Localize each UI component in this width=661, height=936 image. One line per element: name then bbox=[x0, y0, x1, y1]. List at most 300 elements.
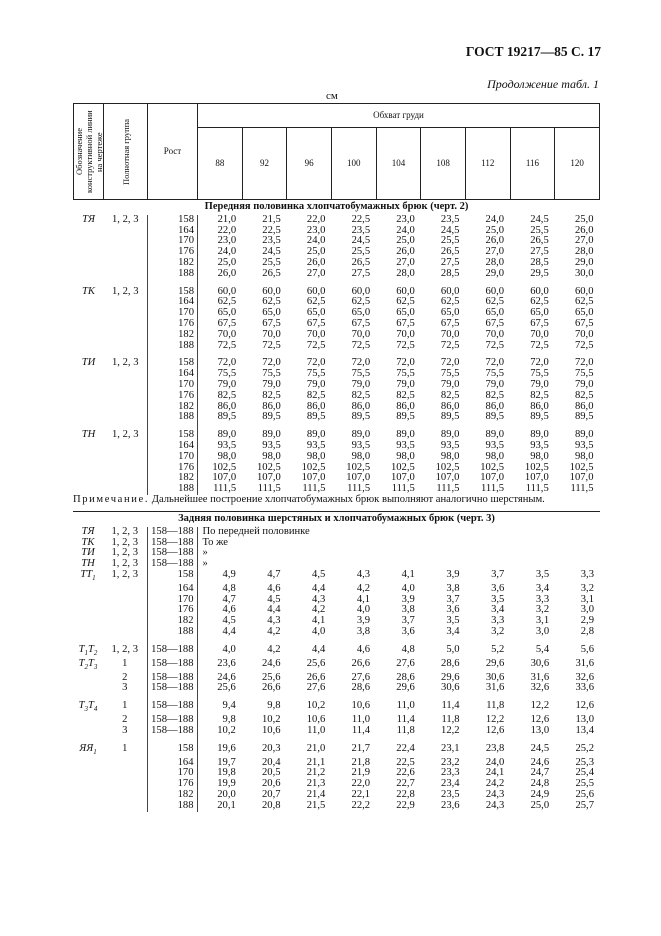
value-cell: 22,9 bbox=[396, 799, 415, 811]
value-cell: 24,5 bbox=[351, 235, 371, 247]
value-cell: 70,0 bbox=[440, 328, 460, 340]
value-cell: 4,0 bbox=[401, 582, 415, 594]
height-cell: 158—188 bbox=[147, 538, 197, 549]
value-cell: 3,4 bbox=[446, 626, 460, 638]
value-cell: 25,6 bbox=[261, 671, 281, 683]
value-cell: 27,6 bbox=[396, 657, 415, 669]
height-cell: 182 bbox=[147, 616, 197, 627]
value-cell: 65,0 bbox=[574, 307, 594, 319]
value-cell: 72,0 bbox=[440, 357, 460, 369]
value-cell: 22,5 bbox=[351, 213, 371, 225]
value-cell: 25,0 bbox=[574, 213, 594, 225]
value-cell: 23,0 bbox=[396, 213, 415, 225]
value-cell: 4,2 bbox=[312, 604, 326, 616]
value-cell: 62,5 bbox=[396, 296, 415, 308]
value-cell: 31,6 bbox=[485, 682, 505, 694]
group-cell bbox=[103, 768, 147, 779]
value-cell: 24,5 bbox=[530, 213, 549, 225]
line-label bbox=[74, 247, 104, 258]
height-cell: 158 bbox=[148, 430, 198, 441]
girth-header: 108 bbox=[421, 128, 466, 200]
group-cell bbox=[103, 758, 147, 769]
value-cell: 20,0 bbox=[197, 790, 242, 801]
line-label bbox=[74, 402, 104, 413]
value-cell: 22,2 bbox=[351, 799, 371, 811]
height-cell: 176 bbox=[148, 319, 198, 330]
value-cell: 72,5 bbox=[396, 339, 415, 351]
value-cell: 102,5 bbox=[301, 461, 326, 473]
value-cell: 27,6 bbox=[306, 682, 326, 694]
value-cell: 4,1 bbox=[401, 568, 415, 580]
col-header-group: Полнотная группа bbox=[104, 104, 148, 200]
value-cell: 4,2 bbox=[356, 582, 371, 594]
value-cell: 25,0 bbox=[306, 246, 326, 258]
height-cell: 164 bbox=[147, 758, 197, 769]
value-cell: 20,8 bbox=[261, 799, 281, 811]
line-label: $Т_3Т_4$ bbox=[78, 700, 98, 714]
girth-header: 100 bbox=[331, 128, 376, 200]
value-cell: 19,6 bbox=[197, 744, 242, 758]
value-cell: 3,6 bbox=[491, 582, 505, 594]
height-cell: 188 bbox=[148, 269, 198, 280]
value-cell: 24,5 bbox=[262, 246, 281, 258]
value-cell: 3,3 bbox=[491, 615, 505, 627]
value-cell: 62,5 bbox=[198, 297, 243, 308]
value-cell: 67,5 bbox=[574, 317, 594, 329]
value-cell: 20,3 bbox=[261, 742, 281, 754]
value-cell: 21,5 bbox=[262, 213, 281, 225]
value-cell: 89,0 bbox=[396, 429, 415, 441]
value-cell: 12,2 bbox=[485, 714, 505, 726]
value-cell: 86,0 bbox=[485, 400, 505, 412]
value-cell: 3,3 bbox=[535, 593, 550, 605]
group-cell bbox=[103, 616, 147, 627]
value-cell: 111,5 bbox=[436, 483, 460, 495]
value-cell: 75,5 bbox=[440, 368, 460, 380]
value-cell: 67,5 bbox=[485, 317, 505, 329]
table-row bbox=[73, 570, 600, 584]
height-cell: 158—188 bbox=[147, 645, 197, 659]
value-cell: 89,5 bbox=[574, 411, 594, 423]
value-cell: 10,6 bbox=[261, 724, 281, 736]
value-cell: 111,5 bbox=[570, 483, 594, 495]
value-cell: 26,6 bbox=[261, 682, 281, 694]
value-cell: 67,5 bbox=[306, 317, 326, 329]
height-cell: 182 bbox=[147, 790, 197, 801]
value-cell: 89,0 bbox=[351, 429, 371, 441]
value-cell: 13,0 bbox=[575, 714, 594, 726]
value-cell: 30,6 bbox=[485, 671, 505, 683]
value-cell: 13,0 bbox=[530, 724, 550, 736]
value-cell: 89,0 bbox=[440, 429, 460, 441]
group-cell bbox=[103, 605, 147, 616]
value-cell: 2,8 bbox=[580, 626, 594, 638]
group-cell bbox=[104, 463, 148, 474]
value-cell: 3,0 bbox=[535, 626, 550, 638]
value-cell: 4,2 bbox=[267, 626, 281, 638]
value-cell: 72,0 bbox=[485, 357, 505, 369]
note bbox=[73, 494, 600, 505]
value-cell: 82,5 bbox=[574, 389, 594, 401]
height-cell: 158—188 bbox=[147, 527, 197, 538]
value-cell: 111,5 bbox=[257, 483, 281, 495]
value-cell: 30,6 bbox=[441, 682, 460, 694]
value-cell: 29,6 bbox=[485, 657, 505, 669]
height-cell: 170 bbox=[148, 452, 198, 463]
value-cell: 3,1 bbox=[535, 615, 550, 627]
value-cell: 89,0 bbox=[574, 429, 594, 441]
group-cell bbox=[104, 380, 148, 391]
table-row bbox=[73, 744, 600, 758]
line-label bbox=[74, 297, 104, 308]
value-cell: 65,0 bbox=[262, 307, 281, 319]
value-cell: 3,5 bbox=[491, 593, 505, 605]
value-cell: 25,0 bbox=[198, 258, 243, 269]
value-cell: 24,0 bbox=[306, 235, 326, 247]
table-row bbox=[73, 701, 600, 715]
value-cell: 67,5 bbox=[530, 317, 549, 329]
group-cell bbox=[103, 595, 147, 606]
value-cell: 3,8 bbox=[446, 582, 460, 594]
value-cell: 3,1 bbox=[580, 593, 594, 605]
table-row bbox=[73, 683, 600, 694]
value-cell: 93,5 bbox=[198, 441, 243, 452]
group-cell: 1, 2, 3 bbox=[112, 429, 139, 441]
value-cell: 27,0 bbox=[485, 246, 505, 258]
value-cell: 98,0 bbox=[530, 450, 549, 462]
line-label bbox=[74, 226, 104, 237]
value-cell: 75,5 bbox=[574, 368, 594, 380]
col-header-label: Обозначение конструктивной линии на чертеже bbox=[74, 104, 104, 200]
value-cell: 89,5 bbox=[440, 411, 460, 423]
value-cell: 3,6 bbox=[401, 626, 415, 638]
height-cell: 158—188 bbox=[147, 548, 197, 559]
value-cell: 3,9 bbox=[446, 568, 460, 580]
table-row bbox=[74, 402, 600, 413]
value-cell: 82,5 bbox=[262, 389, 281, 401]
value-cell: 29,6 bbox=[396, 682, 415, 694]
value-cell: 107,0 bbox=[435, 472, 460, 484]
value-cell: 79,0 bbox=[262, 378, 281, 390]
value-cell: 10,2 bbox=[261, 714, 281, 726]
height-cell: 188 bbox=[148, 412, 198, 423]
value-cell: 24,1 bbox=[485, 767, 505, 779]
value-cell: 111,5 bbox=[347, 483, 371, 495]
value-cell: 11,0 bbox=[307, 724, 326, 736]
line-label bbox=[73, 683, 103, 694]
value-cell: 72,5 bbox=[485, 339, 505, 351]
group-cell bbox=[103, 790, 147, 801]
value-cell: 107,0 bbox=[390, 472, 415, 484]
value-cell: 24,3 bbox=[485, 799, 505, 811]
value-cell: 93,5 bbox=[351, 439, 371, 451]
text-cell: То же bbox=[197, 538, 600, 549]
value-cell: 19,8 bbox=[197, 768, 242, 779]
value-cell: 3,0 bbox=[580, 604, 594, 616]
table-continuation-label: Продолжение табл. 1 bbox=[487, 77, 599, 91]
value-cell: 3,5 bbox=[446, 615, 460, 627]
group-cell bbox=[104, 441, 148, 452]
value-cell: 27,5 bbox=[351, 267, 371, 279]
value-cell: 22,0 bbox=[351, 778, 371, 790]
value-cell: 21,3 bbox=[306, 778, 326, 790]
value-cell: 4,9 bbox=[197, 570, 242, 584]
height-cell: 188 bbox=[147, 627, 197, 638]
line-label: $Т_1Т_2$ bbox=[78, 643, 98, 657]
group-cell bbox=[104, 319, 148, 330]
line-label: $Т_2Т_3$ bbox=[78, 657, 98, 671]
value-cell: 29,5 bbox=[530, 267, 549, 279]
value-cell: 22,5 bbox=[396, 756, 415, 768]
value-cell: 29,0 bbox=[485, 267, 505, 279]
group-cell: 1, 2, 3 bbox=[111, 525, 138, 537]
value-cell: 23,5 bbox=[440, 213, 460, 225]
value-cell: 11,8 bbox=[441, 714, 460, 726]
value-cell: 102,5 bbox=[569, 461, 594, 473]
value-cell: 98,0 bbox=[262, 450, 281, 462]
value-cell: 4,7 bbox=[267, 568, 281, 580]
value-cell: 75,5 bbox=[396, 368, 415, 380]
value-cell: 72,5 bbox=[351, 339, 371, 351]
value-cell: 82,5 bbox=[530, 389, 549, 401]
line-label bbox=[74, 258, 104, 269]
value-cell: 79,0 bbox=[440, 378, 460, 390]
value-cell: 4,5 bbox=[197, 616, 242, 627]
value-cell: 89,5 bbox=[262, 411, 281, 423]
spacer-row bbox=[73, 737, 600, 744]
value-cell: 25,5 bbox=[575, 778, 594, 790]
value-cell: 98,0 bbox=[574, 450, 594, 462]
table-row bbox=[74, 287, 600, 298]
group-cell: 1, 2, 3 bbox=[111, 536, 138, 548]
group-cell: 1, 2, 3 bbox=[112, 213, 139, 225]
spacer-row bbox=[74, 423, 600, 430]
group-cell bbox=[104, 308, 148, 319]
value-cell: 98,0 bbox=[306, 450, 326, 462]
value-cell: 22,5 bbox=[262, 224, 281, 236]
value-cell: 9,8 bbox=[267, 700, 281, 712]
height-cell: 170 bbox=[148, 236, 198, 247]
group-cell: 1 bbox=[122, 657, 128, 669]
value-cell: 70,0 bbox=[262, 328, 281, 340]
table-head bbox=[74, 104, 600, 200]
group-cell bbox=[104, 269, 148, 280]
value-cell: 98,0 bbox=[198, 452, 243, 463]
line-label bbox=[74, 341, 104, 352]
value-cell: 4,2 bbox=[267, 643, 281, 655]
table-row bbox=[74, 441, 600, 452]
value-cell: 11,4 bbox=[441, 700, 460, 712]
value-cell: 30,6 bbox=[530, 657, 550, 669]
value-cell: 60,0 bbox=[485, 285, 505, 297]
value-cell: 23,8 bbox=[485, 742, 505, 754]
value-cell: 31,6 bbox=[530, 671, 550, 683]
line-label bbox=[74, 473, 104, 484]
value-cell: 98,0 bbox=[351, 450, 371, 462]
table-row bbox=[73, 595, 600, 606]
value-cell: 3,4 bbox=[491, 604, 505, 616]
table-row bbox=[73, 627, 600, 638]
value-cell: 79,0 bbox=[485, 378, 505, 390]
girth-header: 116 bbox=[510, 128, 555, 200]
table-row bbox=[73, 559, 600, 570]
value-cell: 62,5 bbox=[485, 296, 505, 308]
value-cell: 70,0 bbox=[198, 330, 243, 341]
height-cell: 164 bbox=[148, 297, 198, 308]
value-cell: 79,0 bbox=[198, 380, 243, 391]
value-cell: 67,5 bbox=[440, 317, 460, 329]
value-cell: 11,0 bbox=[351, 714, 371, 726]
table-row bbox=[74, 463, 600, 474]
value-cell: 28,6 bbox=[351, 682, 371, 694]
value-cell: 3,7 bbox=[401, 615, 415, 627]
col-header-girth: Обхват груди bbox=[198, 104, 600, 128]
line-label: ТИ bbox=[81, 357, 96, 369]
value-cell: 25,3 bbox=[575, 756, 594, 768]
table-row bbox=[74, 430, 600, 441]
value-cell: 107,0 bbox=[256, 472, 281, 484]
value-cell: 10,2 bbox=[306, 700, 326, 712]
value-cell: 86,0 bbox=[306, 400, 326, 412]
value-cell: 79,0 bbox=[530, 378, 549, 390]
table-row bbox=[74, 269, 600, 280]
value-cell: 5,2 bbox=[491, 643, 505, 655]
value-cell: 29,0 bbox=[574, 256, 594, 268]
measurement-table-back bbox=[73, 511, 600, 812]
table-row bbox=[73, 790, 600, 801]
height-cell: 164 bbox=[148, 369, 198, 380]
value-cell: 24,6 bbox=[530, 756, 550, 768]
table-row bbox=[73, 779, 600, 790]
value-cell: 72,0 bbox=[351, 357, 371, 369]
value-cell: 102,5 bbox=[435, 461, 460, 473]
height-cell: 164 bbox=[148, 226, 198, 237]
value-cell: 32,6 bbox=[575, 671, 594, 683]
line-label bbox=[73, 584, 103, 595]
value-cell: 67,5 bbox=[396, 317, 415, 329]
height-cell: 164 bbox=[148, 441, 198, 452]
value-cell: 11,0 bbox=[396, 700, 415, 712]
table-row bbox=[74, 319, 600, 330]
value-cell: 89,5 bbox=[485, 411, 505, 423]
table-row bbox=[74, 226, 600, 237]
text-cell: По передней половинке bbox=[197, 527, 600, 538]
value-cell: 60,0 bbox=[262, 285, 281, 297]
table-row bbox=[73, 801, 600, 812]
group-cell: 3 bbox=[122, 682, 128, 694]
height-cell: 158—188 bbox=[147, 683, 197, 694]
value-cell: 25,6 bbox=[197, 683, 242, 694]
table-row bbox=[74, 236, 600, 247]
value-cell: 82,5 bbox=[198, 391, 243, 402]
group-cell bbox=[104, 330, 148, 341]
value-cell: 3,9 bbox=[356, 615, 371, 627]
value-cell: 102,5 bbox=[524, 461, 549, 473]
value-cell: 60,0 bbox=[440, 285, 460, 297]
value-cell: 102,5 bbox=[390, 461, 415, 473]
value-cell: 60,0 bbox=[198, 287, 243, 298]
value-cell: 22,6 bbox=[396, 767, 415, 779]
note-text: Дальнейшее построение хлопчатобумажных брюк выполняют аналогично шерстяным. bbox=[149, 494, 545, 505]
value-cell: 25,6 bbox=[306, 657, 326, 669]
group-cell: 2 bbox=[122, 671, 128, 683]
value-cell: 98,0 bbox=[396, 450, 415, 462]
value-cell: 26,0 bbox=[574, 224, 594, 236]
value-cell: 70,0 bbox=[530, 328, 549, 340]
section-front-body bbox=[74, 200, 600, 495]
value-cell: 65,0 bbox=[530, 307, 549, 319]
value-cell: 72,0 bbox=[396, 357, 415, 369]
line-label bbox=[74, 441, 104, 452]
value-cell: 60,0 bbox=[351, 285, 371, 297]
value-cell: 62,5 bbox=[530, 296, 549, 308]
group-cell: 1 bbox=[122, 700, 128, 712]
line-label: ТЯ bbox=[82, 213, 95, 225]
line-label bbox=[73, 768, 103, 779]
value-cell: 11,4 bbox=[396, 714, 415, 726]
value-cell: 102,5 bbox=[346, 461, 371, 473]
value-cell: 24,2 bbox=[485, 778, 505, 790]
value-cell: 102,5 bbox=[480, 461, 505, 473]
value-cell: 24,5 bbox=[530, 742, 550, 754]
value-cell: 22,0 bbox=[306, 213, 326, 225]
group-cell: 2 bbox=[122, 714, 128, 726]
group-cell bbox=[104, 473, 148, 484]
value-cell: 82,5 bbox=[440, 389, 460, 401]
line-label bbox=[73, 715, 103, 726]
value-cell: 75,5 bbox=[530, 368, 549, 380]
table-row bbox=[74, 380, 600, 391]
value-cell: 82,5 bbox=[351, 389, 371, 401]
group-cell: 1, 2, 3 bbox=[112, 285, 139, 297]
group-cell bbox=[103, 801, 147, 812]
value-cell: 28,5 bbox=[530, 256, 549, 268]
group-cell: 1, 2, 3 bbox=[111, 643, 138, 655]
value-cell: 25,0 bbox=[530, 799, 550, 811]
group-cell bbox=[104, 226, 148, 237]
value-cell: 25,7 bbox=[575, 799, 594, 811]
line-label bbox=[74, 330, 104, 341]
value-cell: 72,5 bbox=[574, 339, 594, 351]
value-cell: 72,5 bbox=[262, 339, 281, 351]
value-cell: 23,4 bbox=[441, 778, 460, 790]
line-label bbox=[74, 308, 104, 319]
value-cell: 25,2 bbox=[575, 742, 594, 754]
height-cell: 170 bbox=[147, 595, 197, 606]
height-cell: 182 bbox=[148, 473, 198, 484]
group-cell bbox=[103, 779, 147, 790]
value-cell: 28,5 bbox=[440, 267, 460, 279]
value-cell: 21,4 bbox=[306, 789, 326, 801]
value-cell: 2,9 bbox=[580, 615, 594, 627]
section-back-body bbox=[73, 512, 600, 812]
measurement-table bbox=[73, 103, 600, 495]
value-cell: 22,1 bbox=[351, 789, 371, 801]
value-cell: 72,5 bbox=[306, 339, 326, 351]
value-cell: 23,1 bbox=[441, 742, 460, 754]
value-cell: 67,5 bbox=[198, 319, 243, 330]
value-cell: 25,0 bbox=[485, 224, 505, 236]
value-cell: 89,5 bbox=[530, 411, 549, 423]
value-cell: 24,0 bbox=[485, 756, 505, 768]
value-cell: 12,6 bbox=[530, 714, 550, 726]
group-cell: 1, 2, 3 bbox=[111, 547, 138, 559]
value-cell: 5,0 bbox=[446, 643, 460, 655]
col-header-height: Рост bbox=[148, 104, 198, 200]
line-label bbox=[73, 627, 103, 638]
line-label: $ТТ_1$ bbox=[80, 568, 96, 583]
value-cell: 28,6 bbox=[441, 657, 460, 669]
